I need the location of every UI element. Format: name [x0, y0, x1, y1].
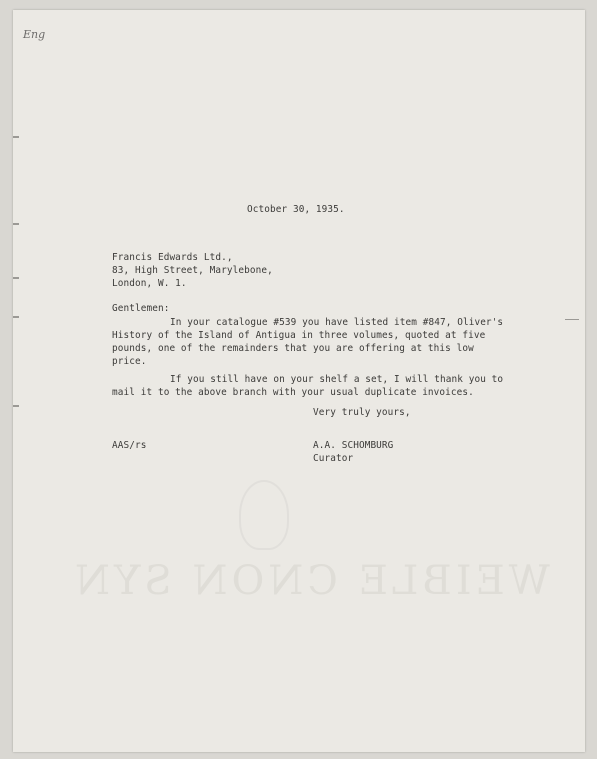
recipient-line-2: 83, High Street, Marylebone,	[112, 265, 273, 276]
pencil-note: Eng	[23, 28, 46, 41]
paragraph-1-line-1: In your catalogue #539 you have listed item #847, Oliver's	[170, 317, 504, 328]
signatory-name: A.A. SCHOMBURG	[313, 440, 394, 451]
recipient-line-1: Francis Edwards Ltd.,	[112, 252, 233, 263]
signatory-title: Curator	[313, 453, 354, 464]
letter-page	[13, 10, 585, 752]
recipient-line-3: London, W. 1.	[112, 278, 187, 289]
watermark: WEIBLE CNON SYN	[71, 558, 550, 604]
paragraph-2-line-2: mail it to the above branch with your usual duplicate invoices.	[112, 387, 474, 398]
paragraph-1-line-2: History of the Island of Antigua in three volumes, quoted at five	[112, 330, 486, 341]
typist-initials: AAS/rs	[112, 440, 147, 451]
paragraph-2-line-1: If you still have on your shelf a set, I will thank you to	[170, 374, 504, 385]
paragraph-1-line-4: price.	[112, 356, 147, 367]
binding-mark	[13, 277, 19, 279]
binding-mark	[13, 223, 19, 225]
salutation: Gentlemen:	[112, 303, 170, 314]
watermark-crest	[239, 480, 289, 550]
edge-mark	[565, 319, 579, 320]
binding-mark	[13, 136, 19, 138]
binding-mark	[13, 405, 19, 407]
closing: Very truly yours,	[313, 407, 411, 418]
paragraph-1-line-3: pounds, one of the remainders that you are offering at this low	[112, 343, 474, 354]
binding-mark	[13, 316, 19, 318]
letter-date: October 30, 1935.	[247, 204, 345, 215]
